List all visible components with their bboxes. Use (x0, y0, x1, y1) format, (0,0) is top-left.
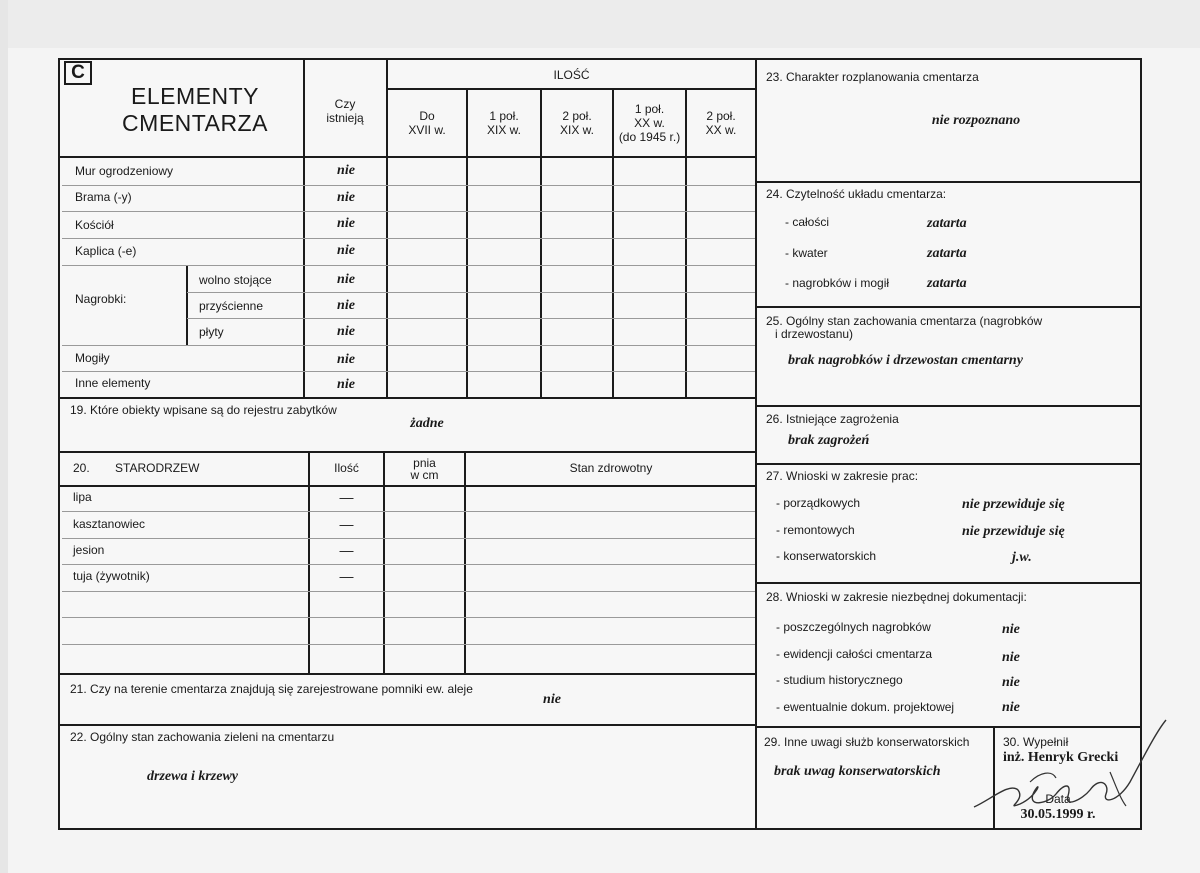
tree-name: kasztanowiec (73, 517, 146, 531)
tree-ilosc: — (339, 568, 354, 584)
period-header: 2 poł. XX w. (705, 109, 737, 137)
element-row-value: nie (337, 243, 355, 258)
section-letter: C (64, 61, 92, 85)
q30-name: inż. Henryk Grecki (1003, 750, 1119, 765)
q28-item-label: - ewidencji całości cmentarza (776, 647, 933, 661)
q30-date-label: Data (1045, 792, 1071, 806)
q27-item-label: - porządkowych (776, 496, 861, 510)
period-header: Do XVII w. (408, 109, 446, 137)
tree-name: jesion (73, 543, 105, 557)
element-row-label: Brama (-y) (75, 190, 132, 204)
q25-value: brak nagrobków i drzewostan cmentarny (788, 353, 1023, 368)
q30-date: 30.05.1999 r. (1020, 807, 1096, 822)
element-row-label: płyty (199, 325, 224, 339)
element-row-label: Mogiły (75, 351, 110, 365)
q20-header-stan: Stan zdrowotny (569, 461, 653, 475)
q24-item-label: - nagrobków i mogił (785, 276, 890, 290)
q25-label-line2: i drzewostanu) (775, 327, 854, 341)
nagrobki-label: Nagrobki: (75, 292, 127, 306)
tree-ilosc: — (339, 489, 354, 505)
q22-label: 22. Ogólny stan zachowania zieleni na cmentarzu (70, 730, 335, 744)
q20-header-pnia: pnia w cm (410, 456, 439, 482)
tree-name: lipa (73, 490, 92, 504)
scan-margin-left (0, 0, 8, 873)
element-row-value: nie (337, 163, 355, 178)
handwritten-signature (960, 712, 1180, 832)
q23-label: 23. Charakter rozplanowania cmentarza (766, 70, 979, 84)
element-row-label: Kaplica (-e) (75, 244, 137, 258)
q24-item-value: zatarta (927, 246, 967, 261)
q22-value: drzewa i krzewy (147, 769, 238, 784)
q21-label: 21. Czy na terenie cmentarza znajdują się zarejestrowane pomniki ew. aleje (70, 682, 473, 696)
element-row-value: nie (337, 377, 355, 392)
q24-item-value: zatarta (927, 216, 967, 231)
q25-label-line1: 25. Ogólny stan zachowania cmentarza (nagrobków (766, 314, 1043, 328)
q27-item-label: - remontowych (776, 523, 855, 537)
q27-item-value: j.w. (1012, 550, 1032, 565)
q27-label: 27. Wnioski w zakresie prac: (766, 469, 919, 483)
element-row-value: nie (337, 298, 355, 313)
q21-value: nie (543, 692, 561, 707)
element-row-value: nie (337, 216, 355, 231)
q29-value: brak uwag konserwatorskich (774, 764, 941, 779)
q28-item-value: nie (1002, 650, 1020, 665)
element-row-label: wolno stojące (199, 273, 272, 287)
q29-label: 29. Inne uwagi służb konserwatorskich (764, 735, 970, 749)
q27-item-value: nie przewiduje się (962, 497, 1065, 512)
q19-value: żadne (410, 416, 444, 431)
q27-item-label: - konserwatorskich (776, 549, 877, 563)
element-row-label: Inne elementy (75, 376, 151, 390)
element-row-value: nie (337, 324, 355, 339)
q24-item-label: - całości (785, 215, 830, 229)
element-row-label: Mur ogrodzeniowy (75, 164, 174, 178)
q28-label: 28. Wnioski w zakresie niezbędnej dokumentacji: (766, 590, 1027, 604)
q27-item-value: nie przewiduje się (962, 524, 1065, 539)
element-row-label: Kościół (75, 218, 114, 232)
q20-header-ilosc: Ilość (334, 461, 359, 475)
q24-item-label: - kwater (785, 246, 828, 260)
q28-item-label: - ewentualnie dokum. projektowej (776, 700, 955, 714)
period-header: 1 poł. XX w. (do 1945 r.) (618, 102, 681, 144)
q23-value: nie rozpoznano (931, 113, 1021, 128)
q28-item-value: nie (1002, 675, 1020, 690)
tree-name: tuja (żywotnik) (73, 569, 150, 583)
q26-value: brak zagrożeń (788, 433, 870, 448)
q28-item-label: - studium historycznego (776, 673, 903, 687)
elements-title-line2: CMENTARZA (122, 110, 268, 136)
q28-item-label: - poszczególnych nagrobków (776, 620, 931, 634)
q20-number: 20. (73, 461, 90, 475)
q28-item-value: nie (1002, 700, 1020, 715)
q19-label: 19. Które obiekty wpisane są do rejestru zabytków (70, 403, 337, 417)
q26-label: 26. Istniejące zagrożenia (766, 412, 899, 426)
q20-title: STARODRZEW (115, 461, 200, 475)
element-row-value: nie (337, 272, 355, 287)
scan-margin (0, 0, 1200, 48)
q28-item-value: nie (1002, 622, 1020, 637)
q24-label: 24. Czytelność układu cmentarza: (766, 187, 947, 201)
element-row-value: nie (337, 190, 355, 205)
element-row-label: przyścienne (199, 299, 264, 313)
q24-item-value: zatarta (927, 276, 967, 291)
header-czy-istnieja: Czy istnieją (326, 97, 364, 125)
header-ilosc: ILOŚĆ (553, 68, 590, 82)
q30-label: 30. Wypełnił (1003, 735, 1069, 749)
element-row-value: nie (337, 352, 355, 367)
period-header: 1 poł. XIX w. (486, 109, 521, 137)
tree-ilosc: — (339, 542, 354, 558)
period-header: 2 poł. XIX w. (559, 109, 594, 137)
elements-title-line1: ELEMENTY (131, 83, 259, 109)
tree-ilosc: — (339, 516, 354, 532)
